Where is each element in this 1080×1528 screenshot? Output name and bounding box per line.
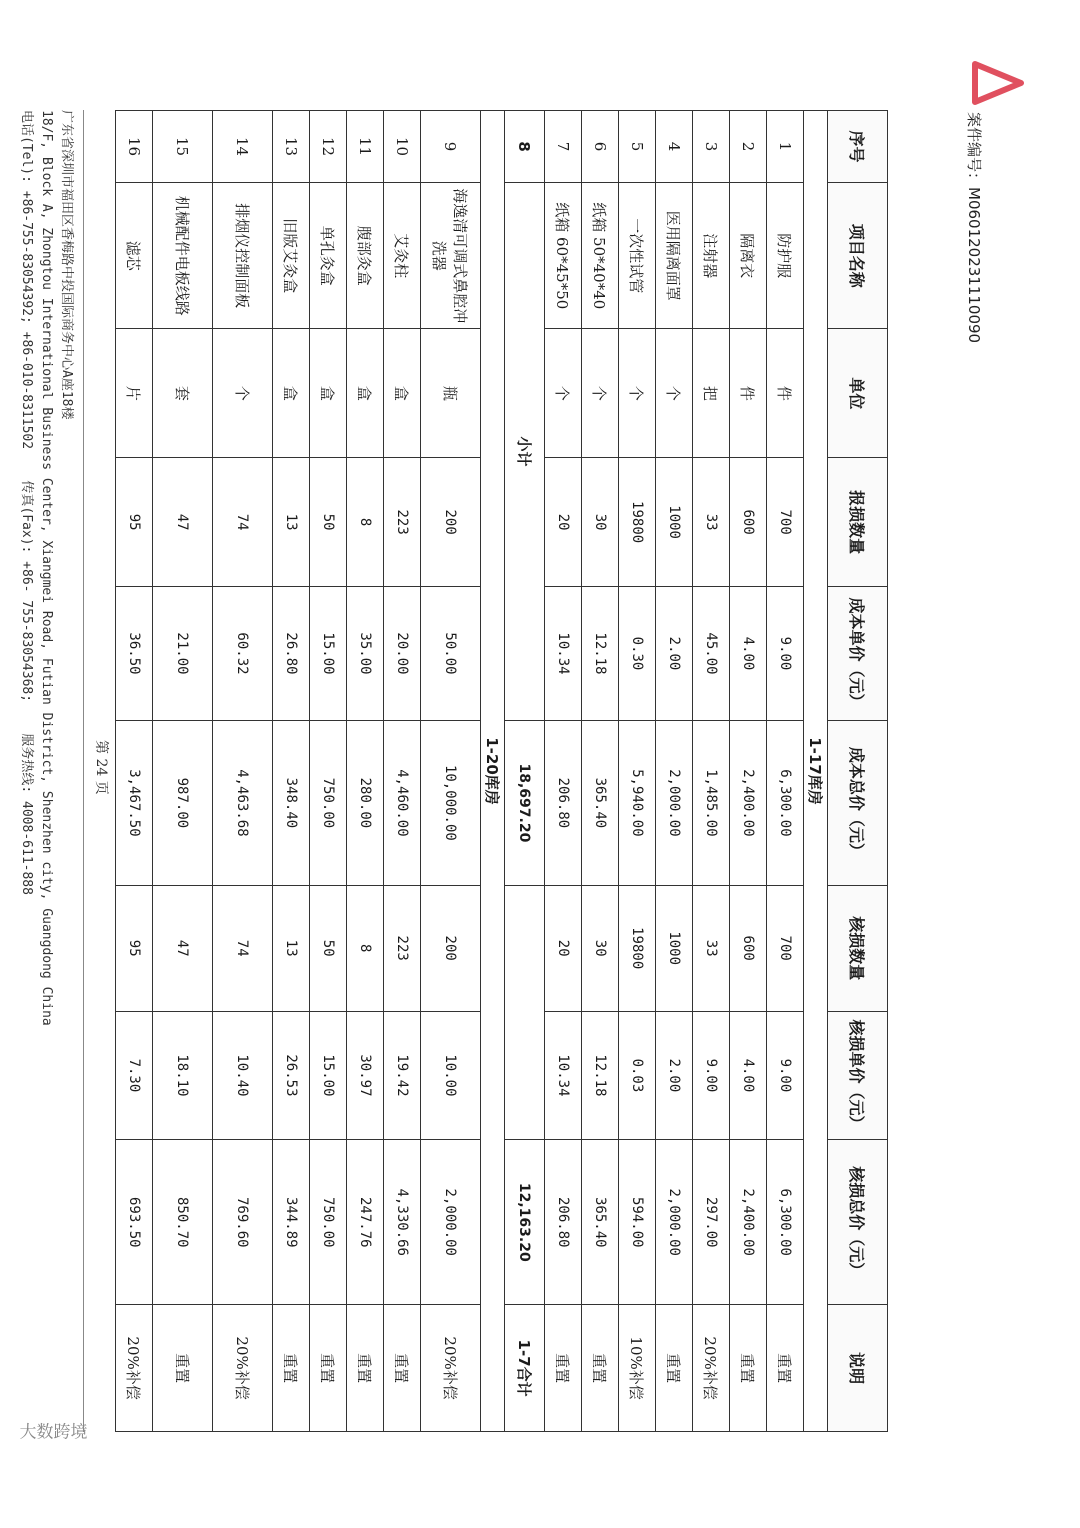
cell-unit: 瓶 (421, 329, 481, 458)
cell-cost-unit: 4.00 (730, 587, 767, 721)
cell-no: 4 (656, 111, 693, 183)
cell-adj-unit: 26.53 (273, 1011, 310, 1140)
cell-note: 重置 (384, 1305, 421, 1432)
cell-cost-total: 1,485.00 (693, 720, 730, 885)
cell-adj-qty: 33 (693, 885, 730, 1011)
table-row (310, 111, 347, 1432)
cell-unit: 个 (582, 329, 619, 458)
cell-cost-unit: 45.00 (693, 587, 730, 721)
cell-no: 11 (347, 111, 384, 183)
cell-unit: 件 (730, 329, 767, 458)
cell-adj-qty: 74 (213, 885, 273, 1011)
cell-cost-total: 5,940.00 (619, 720, 656, 885)
cell-note: 重置 (273, 1305, 310, 1432)
header-reported-qty: 报损数量 (828, 458, 888, 587)
cell-adj-unit: 30.97 (347, 1011, 384, 1140)
table-row (153, 111, 213, 1432)
cell-no: 3 (693, 111, 730, 183)
table-row (730, 111, 767, 1432)
cell-cost-unit: 9.00 (767, 587, 804, 721)
cell-adj-qty: 8 (347, 885, 384, 1011)
cell-note: 重置 (545, 1305, 582, 1432)
cell-cost-unit: 0.30 (619, 587, 656, 721)
cell-note: 20%补偿 (421, 1305, 481, 1432)
cell-unit: 盒 (310, 329, 347, 458)
cell-adj-unit: 15.00 (310, 1011, 347, 1140)
cell-qty: 13 (273, 458, 310, 587)
cell-cost-unit: 10.34 (545, 587, 582, 721)
subtotal-cost-total: 18,697.20 (505, 720, 545, 885)
cell-no: 16 (116, 111, 153, 183)
cell-cost-total: 280.00 (347, 720, 384, 885)
cell-adj-unit: 19.42 (384, 1011, 421, 1140)
cell-adj-unit: 2.00 (656, 1011, 693, 1140)
cell-note: 重置 (656, 1305, 693, 1432)
cell-cost-unit: 20.00 (384, 587, 421, 721)
section-row (804, 111, 828, 1432)
cell-name: 注射器 (693, 183, 730, 329)
subtotal-note: 1-7合计 (505, 1305, 545, 1432)
cell-adj-total: 344.89 (273, 1140, 310, 1305)
cell-qty: 223 (384, 458, 421, 587)
cell-adj-total: 365.40 (582, 1140, 619, 1305)
cell-qty: 20 (545, 458, 582, 587)
cell-adj-unit: 12.18 (582, 1011, 619, 1140)
cell-note: 重置 (347, 1305, 384, 1432)
cell-cost-unit: 60.32 (213, 587, 273, 721)
subtotal-label: 小计 (505, 183, 545, 721)
table-row (421, 111, 481, 1432)
footer (16, 110, 76, 1026)
cell-unit: 个 (213, 329, 273, 458)
cell-unit: 个 (619, 329, 656, 458)
cell-cost-total: 3,467.50 (116, 720, 153, 885)
cell-cost-unit: 12.18 (582, 587, 619, 721)
cell-adj-unit: 10.00 (421, 1011, 481, 1140)
cell-cost-total: 2,000.00 (656, 720, 693, 885)
cell-note: 重置 (730, 1305, 767, 1432)
cell-note: 重置 (153, 1305, 213, 1432)
header-assessed-unit-price: 核损单价（元） (828, 1011, 888, 1140)
cell-cost-unit: 36.50 (116, 587, 153, 721)
cell-qty: 95 (116, 458, 153, 587)
cell-adj-unit: 0.03 (619, 1011, 656, 1140)
cell-adj-total: 750.00 (310, 1140, 347, 1305)
subtotal-spacer (505, 885, 545, 1140)
cell-cost-unit: 50.00 (421, 587, 481, 721)
cell-no: 9 (421, 111, 481, 183)
section-row (481, 111, 505, 1432)
cell-adj-total: 2,000.00 (656, 1140, 693, 1305)
cell-name: 医用隔离面罩 (656, 183, 693, 329)
cell-adj-qty: 47 (153, 885, 213, 1011)
cell-unit: 把 (693, 329, 730, 458)
cell-adj-total: 206.80 (545, 1140, 582, 1305)
cell-qty: 1000 (656, 458, 693, 587)
cell-note: 重置 (582, 1305, 619, 1432)
page-number: 第 24 页 (93, 740, 109, 795)
cell-name: 防护服 (767, 183, 804, 329)
header-assessed-qty: 核损数量 (828, 885, 888, 1011)
header-cost-total: 成本总价（元） (828, 720, 888, 885)
table-row (693, 111, 730, 1432)
subtotal-assessed-total: 12,163.20 (505, 1140, 545, 1305)
cell-name: 腹部灸盒 (347, 183, 384, 329)
cell-adj-qty: 50 (310, 885, 347, 1011)
header-no: 序号 (828, 111, 888, 183)
header-row (828, 111, 888, 1432)
cell-unit: 个 (545, 329, 582, 458)
cell-name: 单孔灸盒 (310, 183, 347, 329)
cell-adj-qty: 95 (116, 885, 153, 1011)
cell-note: 10%补偿 (619, 1305, 656, 1432)
table-row (116, 111, 153, 1432)
watermark: 大数跨境 (19, 1422, 88, 1443)
cell-cost-unit: 26.80 (273, 587, 310, 721)
table-row (582, 111, 619, 1432)
cell-cost-unit: 35.00 (347, 587, 384, 721)
cell-no: 13 (273, 111, 310, 183)
cell-cost-total: 4,463.68 (213, 720, 273, 885)
cell-no: 12 (310, 111, 347, 183)
cell-cost-unit: 21.00 (153, 587, 213, 721)
cell-no: 14 (213, 111, 273, 183)
case-number: 案件编号：M060120231110090 (965, 112, 983, 344)
cell-name: 旧版艾灸盒 (273, 183, 310, 329)
header-item-name: 项目名称 (828, 183, 888, 329)
cell-adj-qty: 30 (582, 885, 619, 1011)
cell-adj-total: 594.00 (619, 1140, 656, 1305)
cell-name: 艾灸柱 (384, 183, 421, 329)
cell-no: 5 (619, 111, 656, 183)
cell-qty: 47 (153, 458, 213, 587)
cell-note: 重置 (767, 1305, 804, 1432)
footer-divider (83, 110, 84, 1432)
loss-assessment-table (115, 110, 888, 1432)
table-row (545, 111, 582, 1432)
subtotal-row (505, 111, 545, 1432)
cell-qty: 600 (730, 458, 767, 587)
cell-cost-total: 365.40 (582, 720, 619, 885)
footer-hotline: 服务热线: 4008-611-888 (19, 733, 34, 895)
table-row (213, 111, 273, 1432)
cell-note: 20%补偿 (693, 1305, 730, 1432)
cell-adj-total: 2,000.00 (421, 1140, 481, 1305)
cell-adj-total: 247.76 (347, 1140, 384, 1305)
cell-qty: 19800 (619, 458, 656, 587)
footer-contacts (16, 110, 36, 1026)
table-row (656, 111, 693, 1432)
cell-unit: 盒 (273, 329, 310, 458)
header-unit: 单位 (828, 329, 888, 458)
cell-cost-total: 348.40 (273, 720, 310, 885)
subtotal-no: 8 (505, 111, 545, 183)
footer-fax: 传真(Fax): +86- 755-83054368; (19, 480, 34, 703)
cell-no: 7 (545, 111, 582, 183)
table-row (273, 111, 310, 1432)
cell-qty: 8 (347, 458, 384, 587)
cell-adj-unit: 10.40 (213, 1011, 273, 1140)
cell-note: 重置 (310, 1305, 347, 1432)
cell-unit: 套 (153, 329, 213, 458)
cell-adj-qty: 1000 (656, 885, 693, 1011)
cell-cost-total: 206.80 (545, 720, 582, 885)
cell-adj-unit: 7.30 (116, 1011, 153, 1140)
cell-name: 排烟仪控制面板 (213, 183, 273, 329)
header-assessed-total: 核损总价（元） (828, 1140, 888, 1305)
table-row (384, 111, 421, 1432)
cell-unit: 个 (656, 329, 693, 458)
cell-no: 6 (582, 111, 619, 183)
cell-adj-qty: 600 (730, 885, 767, 1011)
cell-cost-unit: 2.00 (656, 587, 693, 721)
cell-cost-total: 987.00 (153, 720, 213, 885)
cell-adj-unit: 10.34 (545, 1011, 582, 1140)
cell-adj-qty: 20 (545, 885, 582, 1011)
header-note: 说明 (828, 1305, 888, 1432)
footer-address-cn: 广东省深圳市福田区香梅路中投国际商务中心A座18楼 (59, 110, 74, 420)
cell-qty: 30 (582, 458, 619, 587)
cell-cost-total: 6,300.00 (767, 720, 804, 885)
header-cost-unit-price: 成本单价（元） (828, 587, 888, 721)
table-row (619, 111, 656, 1432)
cell-cost-unit: 15.00 (310, 587, 347, 721)
cell-qty: 200 (421, 458, 481, 587)
cell-cost-total: 2,400.00 (730, 720, 767, 885)
cell-no: 10 (384, 111, 421, 183)
cell-no: 1 (767, 111, 804, 183)
cell-adj-qty: 700 (767, 885, 804, 1011)
footer-address-en: 18/F, Block A, Zhongtou International Business Center, Xiangmei Road, Futian District, Shenzhen city, Guangdong China (39, 110, 54, 1026)
cell-adj-total: 2,400.00 (730, 1140, 767, 1305)
table-row (347, 111, 384, 1432)
cell-note: 20%补偿 (116, 1305, 153, 1432)
cell-adj-unit: 4.00 (730, 1011, 767, 1140)
cell-adj-total: 297.00 (693, 1140, 730, 1305)
cell-cost-total: 4,460.00 (384, 720, 421, 885)
cell-name: 机械配件电板线路 (153, 183, 213, 329)
company-logo-icon (967, 60, 1025, 106)
cell-unit: 盒 (347, 329, 384, 458)
cell-note: 20%补偿 (213, 1305, 273, 1432)
cell-adj-total: 6,300.00 (767, 1140, 804, 1305)
cell-qty: 700 (767, 458, 804, 587)
cell-qty: 50 (310, 458, 347, 587)
cell-qty: 33 (693, 458, 730, 587)
cell-name: 海逸清可调式鼻腔冲洗器 (421, 183, 481, 329)
cell-unit: 件 (767, 329, 804, 458)
cell-adj-unit: 9.00 (693, 1011, 730, 1140)
section-title: 1-20库房 (481, 111, 505, 1432)
cell-no: 15 (153, 111, 213, 183)
section-title: 1-17库房 (804, 111, 828, 1432)
cell-adj-qty: 223 (384, 885, 421, 1011)
cell-adj-qty: 19800 (619, 885, 656, 1011)
cell-unit: 片 (116, 329, 153, 458)
cell-adj-total: 693.50 (116, 1140, 153, 1305)
cell-adj-unit: 9.00 (767, 1011, 804, 1140)
cell-adj-qty: 200 (421, 885, 481, 1011)
cell-name: 滤芯 (116, 183, 153, 329)
cell-adj-qty: 13 (273, 885, 310, 1011)
cell-adj-total: 769.60 (213, 1140, 273, 1305)
cell-adj-total: 4,330.66 (384, 1140, 421, 1305)
cell-no: 2 (730, 111, 767, 183)
cell-unit: 盒 (384, 329, 421, 458)
cell-cost-total: 750.00 (310, 720, 347, 885)
cell-qty: 74 (213, 458, 273, 587)
cell-name: 隔离衣 (730, 183, 767, 329)
cell-cost-total: 10,000.00 (421, 720, 481, 885)
cell-name: 纸箱 50*40*40 (582, 183, 619, 329)
footer-phone: 电话(Tel): +86-755-83054392; +86-010-8311502 (19, 110, 34, 450)
cell-name: 纸箱 60*45*50 (545, 183, 582, 329)
cell-adj-total: 850.70 (153, 1140, 213, 1305)
cell-adj-unit: 18.10 (153, 1011, 213, 1140)
cell-name: 一次性试管 (619, 183, 656, 329)
table-row (767, 111, 804, 1432)
